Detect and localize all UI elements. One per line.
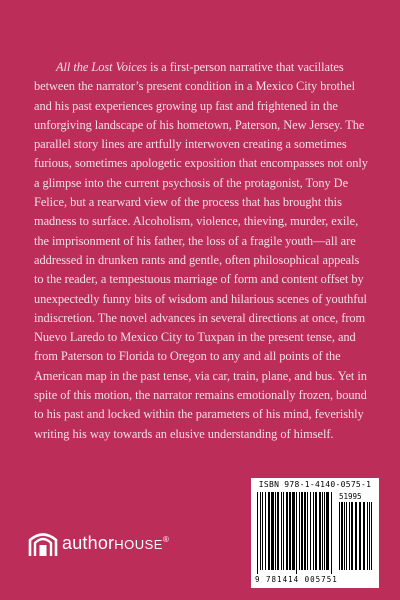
authorhouse-arch-icon: [28, 528, 58, 558]
publisher-logo: [28, 528, 169, 558]
isbn-label: ISBN 978-1-4140-0575-1: [258, 480, 372, 489]
barcode-number: 9 781414 005751: [255, 575, 338, 584]
publisher-name-suffix: HOUSE: [114, 536, 163, 552]
publisher-name-prefix: author: [62, 532, 115, 553]
back-cover-blurb: [34, 58, 368, 444]
book-title: All the Lost Voices: [56, 60, 147, 74]
registered-mark: ®: [162, 534, 170, 544]
barcode-icon: [255, 492, 375, 574]
publisher-name: [62, 533, 169, 554]
blurb-text: is a first-person narrative that vacillates between the narrator’s present condition in a Mexico City brothel and his past experiences growing up fast and frightened in the unforgiving landscape of his hometown, Paterson, New Jersey. The parallel story lines are artfully interwoven creating a sometimes furious, sometimes apologetic exposition that encompasses not only a glimpse into the current psychosis of the protagonist, Tony De Felice, but a rearward view of the process that has brought this madness to surface. Alcoholism, violence, thieving, murder, exile, the imprisonment of his father, the loss of a fragile youth—all are addressed in drunken rants and gentle, often philosophical appeals to the reader, a tempestuous marriage of form and content offset by unexpectedly funny bits of wisdom and hilarious scenes of youthful indiscretion. The novel advances in several directions at once, from Nuevo Laredo to Mexico City to Tuxpan in the present tense, and from Paterson to Florida to Oregon to any and all points of the American map in the past tense, via car, train, plane, and bus. Yet in spite of this motion, the narrator remains emotionally frozen, bound to his past and locked within the parameters of his mind, feverishly writing his way towards an elusive understanding of himself.: [34, 60, 368, 441]
price-code: 51995: [339, 492, 362, 501]
